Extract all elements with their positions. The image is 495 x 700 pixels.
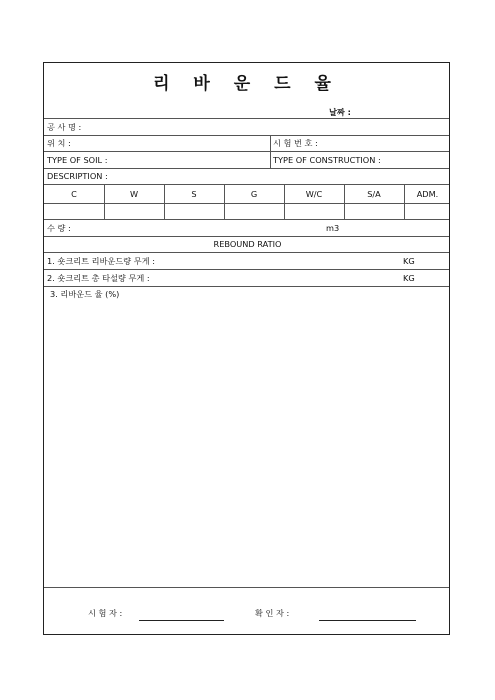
tester-label: 시 험 자 : bbox=[88, 608, 123, 618]
quantity-unit: m3 bbox=[326, 223, 340, 233]
rule-location bbox=[44, 151, 449, 152]
item1-unit: KG bbox=[403, 256, 415, 266]
test-no-label: 시 험 번 호 : bbox=[273, 138, 318, 148]
rule-project bbox=[44, 135, 449, 136]
checker-signature-line bbox=[319, 620, 416, 621]
description-label: DESCRIPTION : bbox=[47, 171, 108, 181]
rule-quantity bbox=[44, 236, 449, 237]
mix-header-g: G bbox=[250, 189, 258, 199]
mix-header-w: W bbox=[129, 189, 139, 199]
date-label: 날짜 : bbox=[329, 107, 351, 117]
form-title: 리 바 운 드 율 bbox=[153, 74, 340, 94]
item2-unit: KG bbox=[403, 273, 415, 283]
location-label: 위 치 : bbox=[47, 138, 71, 148]
tester-signature-line bbox=[139, 620, 224, 621]
mix-header-sa: S/A bbox=[367, 189, 381, 199]
item2-label: 2. 숏크리트 총 타설량 무게 : bbox=[47, 273, 150, 283]
mix-header-adm: ADM. bbox=[416, 189, 439, 199]
form-sheet bbox=[43, 62, 450, 635]
divider-test-no bbox=[270, 135, 271, 168]
rule-signature-top bbox=[44, 587, 449, 588]
soil-type-label: TYPE OF SOIL : bbox=[47, 155, 108, 165]
item3-label: 3. 리바운드 율 (%) bbox=[50, 289, 120, 299]
construction-type-label: TYPE OF CONSTRUCTION : bbox=[273, 155, 381, 165]
mix-header-s: S bbox=[191, 189, 197, 199]
section-title: REBOUND RATIO bbox=[213, 239, 282, 249]
rule-item2 bbox=[44, 286, 449, 287]
rule-header-bottom bbox=[44, 118, 449, 119]
rule-item1 bbox=[44, 269, 449, 270]
item1-label: 1. 숏크리트 리바운드량 무게 : bbox=[47, 256, 155, 266]
rule-mix-values bbox=[44, 219, 449, 220]
checker-label: 확 인 자 : bbox=[255, 608, 290, 618]
mix-header-wc: W/C bbox=[305, 189, 323, 199]
rule-section-title bbox=[44, 252, 449, 253]
mix-header-c: C bbox=[71, 189, 77, 199]
quantity-label: 수 량 : bbox=[47, 223, 71, 233]
rule-soil bbox=[44, 168, 449, 169]
project-name-label: 공 사 명 : bbox=[47, 122, 82, 132]
